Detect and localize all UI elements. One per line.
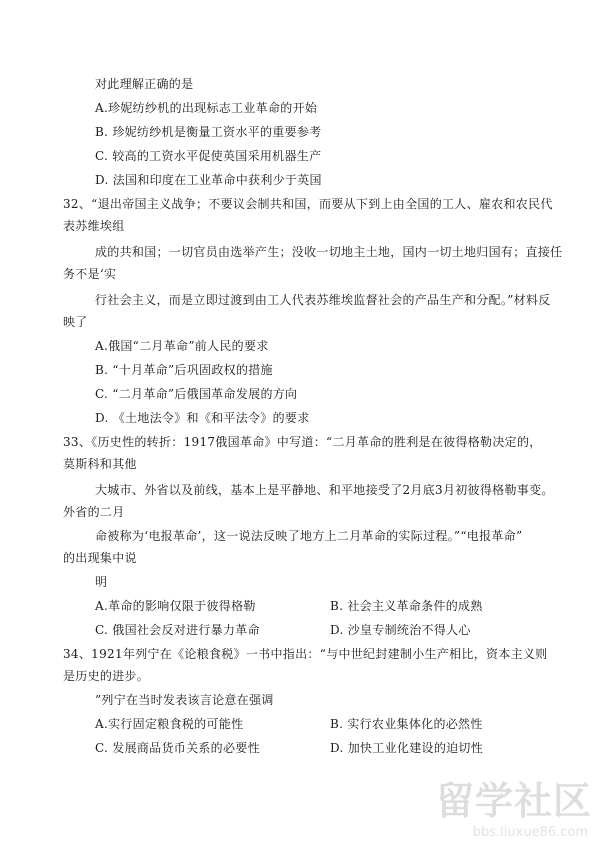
q33-option-a: A.革命的影响仅限于彼得格勒 [95, 599, 256, 613]
q32-stem-line-5: 行社会主义，而是立即过渡到由工人代表苏维埃监督社会的产品生产和分配。”材料反 [95, 293, 551, 307]
q32-stem-line-6: 映了 [63, 315, 88, 329]
q32-option-b: B. “十月革命”后巩固政权的措施 [95, 363, 273, 377]
q34-stem-line-1: 34、1921年列宁在《论粮食税》一书中指出：“与中世纪封建制小生产相比，资本主义则 [63, 647, 548, 661]
watermark-url: bbs.liuxue86.com [472, 825, 588, 840]
watermark [422, 780, 592, 840]
q33-option-b: B. 社会主义革命条件的成熟 [330, 599, 483, 613]
q33-stem-line-3: 大城市、外省以及前线，基本上是平静地、和平地接受了2月底3月初彼得格勒事变。 [95, 483, 554, 497]
q34-stem-line-2: 是历史的进步。 [63, 669, 150, 683]
q32-stem-line-2: 表苏维埃组 [63, 219, 125, 233]
q33-stem-line-5: 命被称为‘电报革命’，这一说法反映了地方上二月革命的实际过程。”“电报革命” [95, 529, 523, 543]
q31-option-b: B. 珍妮纺纱机是衡量工资水平的重要参考 [95, 125, 322, 139]
q33-stem-line-6: 的出现集中说 [63, 551, 137, 565]
q32-stem-line-4: 务不是‘实 [63, 267, 117, 281]
q34-option-a: A.实行固定粮食税的可能性 [95, 717, 244, 731]
q33-stem-line-7: 明 [95, 575, 108, 589]
q34-stem-line-3: ”列宁在当时发表该言论意在强调 [95, 693, 274, 707]
q31-stem-tail: 对此理解正确的是 [95, 77, 194, 91]
q32-option-c: C. “二月革命”后俄国革命发展的方向 [95, 387, 298, 401]
q31-option-c: C. 较高的工资水平促使英国采用机器生产 [95, 149, 322, 163]
watermark-logo: 留学社区 [435, 779, 592, 823]
q34-option-d: D. 加快工业化建设的迫切性 [330, 741, 484, 755]
q34-option-c: C. 发展商品货币关系的必要性 [95, 741, 260, 755]
q32-option-a: A.俄国“二月革命”前人民的要求 [95, 339, 269, 353]
q33-stem-line-2: 莫斯科和其他 [63, 457, 137, 471]
q34-option-b: B. 实行农业集体化的必然性 [330, 717, 483, 731]
q33-stem-line-4: 外省的二月 [63, 505, 125, 519]
q31-option-a: A.珍妮纺纱机的出现标志工业革命的开始 [95, 101, 318, 115]
q33-option-c: C. 俄国社会反对进行暴力革命 [95, 623, 260, 637]
q33-option-d: D. 沙皇专制统治不得人心 [330, 623, 471, 637]
q32-stem-line-3: 成的共和国；一切官员由选举产生；没收一切地主土地，国内一切土地归国有；直接任 [95, 245, 563, 259]
q32-option-d: D. 《土地法令》和《和平法令》的要求 [95, 411, 310, 425]
q32-stem-line-1: 32、“退出帝国主义战争；不要议会制共和国，而要从下到上由全国的工人、雇农和农民代 [63, 197, 553, 211]
q33-stem-line-1: 33、《历史性的转折：1917俄国革命》中写道：“二月革命的胜利是在彼得格勒决定的， [63, 435, 542, 449]
q31-option-d: D. 法国和印度在工业革命中获利少于英国 [95, 173, 322, 187]
